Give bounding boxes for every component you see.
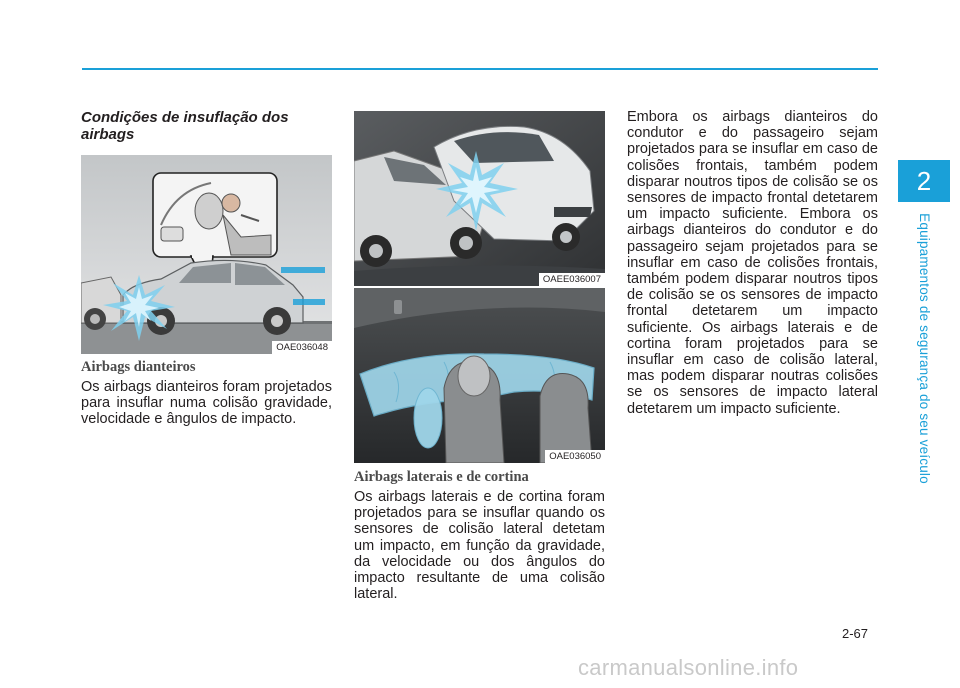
front-collision-illustration: [81, 155, 332, 354]
page-number: 2-67: [842, 626, 869, 641]
figure-side-collision: [354, 111, 605, 286]
figure-front-collision: [81, 155, 332, 354]
figure-curtain-airbags: [354, 288, 605, 463]
side-collision-illustration: [354, 111, 605, 286]
front-airbags-text: Os airbags dianteiros foram projetados para insuflar numa colisão gravidade, velocidade e ângulos de impacto.: [81, 379, 332, 428]
right-column-text: Embora os airbags dianteiros do condutor e do passageiro sejam projetados para se insuflar em caso de colisões frontais, também podem disparar noutros tipos de colisão se os sensores de impacto frontal detetarem um impacto suficiente. Embora os airbags dianteiros do condutor e do passageiro sejam projetados para se insuflar em caso de colisões frontais, também podem disparar noutros tipos de colisão se os sensores de impacto frontal detetarem um impacto suficiente. Os airbags laterais e de cortina foram projetados para se insuflar em caso de colisão lateral, mas podem disparar noutras colisões se os sensores de impacto lateral detetarem um impacto suficiente.: [627, 109, 878, 417]
chapter-title-vertical: [888, 208, 960, 488]
figure-code-2: OAEE036007: [539, 273, 605, 286]
figure-code-1: OAE036048: [272, 341, 332, 354]
chapter-number-tab[interactable]: 2: [898, 160, 950, 202]
side-curtain-text: Os airbags laterais e de cortina foram projetados para se insuflar quando os sensores de colisão lateral detetam um impacto, em função da gravidade, da velocidade ou dos ângulos do impacto resultante de uma colisão lateral.: [354, 489, 605, 603]
side-curtain-heading: Airbags laterais e de cortina: [354, 469, 529, 485]
chapter-title: Equipamentos de segurança do seu veículo: [916, 212, 932, 484]
figure-code-3: OAE036050: [545, 450, 605, 463]
watermark: carmanualsonline.info: [578, 655, 799, 680]
front-airbags-heading: Airbags dianteiros: [81, 359, 196, 375]
top-rule: [82, 68, 878, 70]
curtain-airbags-illustration: [354, 288, 605, 463]
section-heading: Condições de insuflação dos airbags: [81, 109, 289, 143]
